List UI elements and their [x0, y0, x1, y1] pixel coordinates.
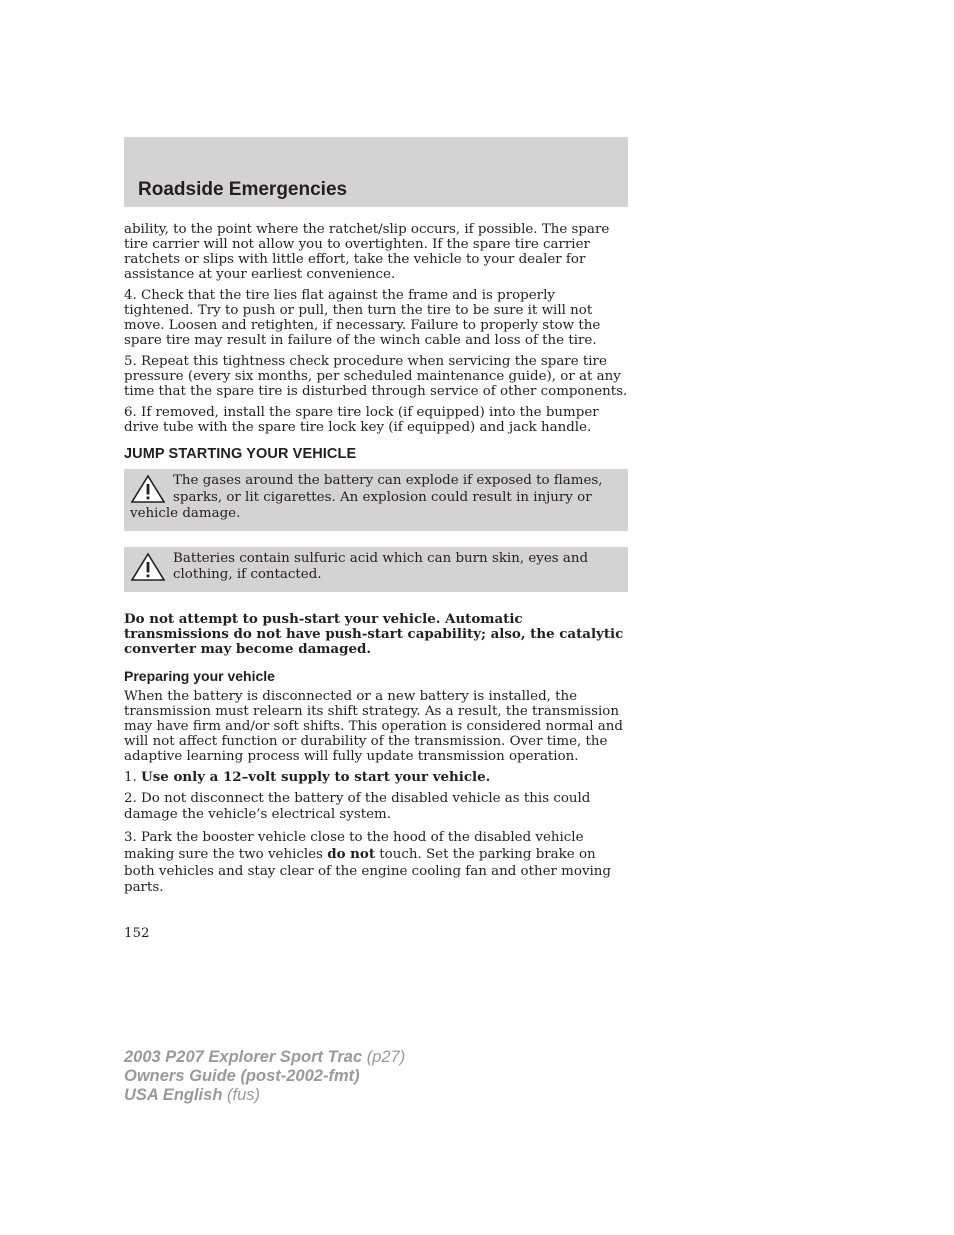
- step-number: 1.: [124, 769, 137, 785]
- step-3: [124, 830, 628, 897]
- footer-model: 2003 P207 Explorer Sport Trac: [124, 1048, 363, 1066]
- footer-language-code: (fus): [227, 1086, 260, 1104]
- step-3-text: 3. Park the booster vehicle close to the hood of the disabled vehicle making sure the two vehicles: [124, 829, 584, 862]
- subheading: Preparing your vehicle: [124, 667, 275, 684]
- warning-triangle-icon: [130, 474, 166, 504]
- section-header-band: [124, 137, 628, 207]
- bold-notice: Do not attempt to push-start your vehicle. Automatic transmissions do not have push-start capability; also, the catalytic converter may become damaged.: [124, 610, 624, 657]
- section-title: Roadside Emergencies: [138, 179, 348, 200]
- footer-language: USA English: [124, 1086, 223, 1104]
- body-paragraph: 5. Repeat this tightness check procedure when servicing the spare tire pressure (every six months, per scheduled maintenance guide), or at any time that the spare tire is disturbed through service of other components.: [124, 354, 628, 399]
- warning-triangle-icon: [130, 552, 166, 582]
- footer-line: [124, 1086, 405, 1105]
- page-number: 152: [124, 926, 150, 941]
- footer-line: [124, 1067, 405, 1086]
- page-content: [124, 222, 628, 903]
- body-paragraph: 4. Check that the tire lies flat against the frame and is properly tightened. Try to push or pull, then turn the tire to be sure it will not move. Loosen and retighten, if necessary. Failure to properly stow the spare tire may result in failure of the winch cable and loss of the tire.: [124, 288, 601, 348]
- step-1: [124, 770, 628, 785]
- step-1-bold-text: Use only a 12–volt supply to start your vehicle.: [141, 768, 491, 785]
- footer-page-code: (p27): [366, 1048, 406, 1066]
- body-paragraph: 6. If removed, install the spare tire lock (if equipped) into the bumper drive tube with the spare tire lock key (if equipped) and jack handle.: [124, 405, 599, 435]
- warning-text: The gases around the battery can explode if exposed to flames, sparks, or lit cigarettes. An explosion could result in injury or vehicle damage.: [130, 473, 603, 521]
- document-footer: [124, 1048, 405, 1105]
- warning-text: Batteries contain sulfuric acid which can burn skin, eyes and clothing, if contacted.: [173, 550, 589, 582]
- footer-guide: Owners Guide (post-2002-fmt): [124, 1067, 360, 1085]
- step-3-text-end: touch. Set the parking brake on both vehicles and stay clear of the engine cooling fan and other moving parts.: [124, 847, 611, 895]
- body-paragraph: ability, to the point where the ratchet/slip occurs, if possible. The spare tire carrier will not allow you to overtighten. If the spare tire carrier ratchets or slips with little effort, take the vehicle to your dealer for assistance at your earliest convenience.: [124, 222, 610, 282]
- body-paragraph: When the battery is disconnected or a new battery is installed, the transmission must relearn its shift strategy. As a result, the transmission may have firm and/or soft shifts. This operation is considered normal and will not affect function or durability of the transmission. Over time, the adaptive learning process will fully update transmission operation.: [124, 688, 623, 764]
- section-heading: JUMP STARTING YOUR VEHICLE: [124, 446, 357, 462]
- warning-box: [124, 547, 628, 592]
- warning-box: [124, 469, 628, 531]
- step-3-bold-text: do not: [327, 846, 376, 862]
- footer-line: [124, 1048, 405, 1067]
- step-2: 2. Do not disconnect the battery of the disabled vehicle as this could damage the vehicle’s electrical system.: [124, 790, 591, 822]
